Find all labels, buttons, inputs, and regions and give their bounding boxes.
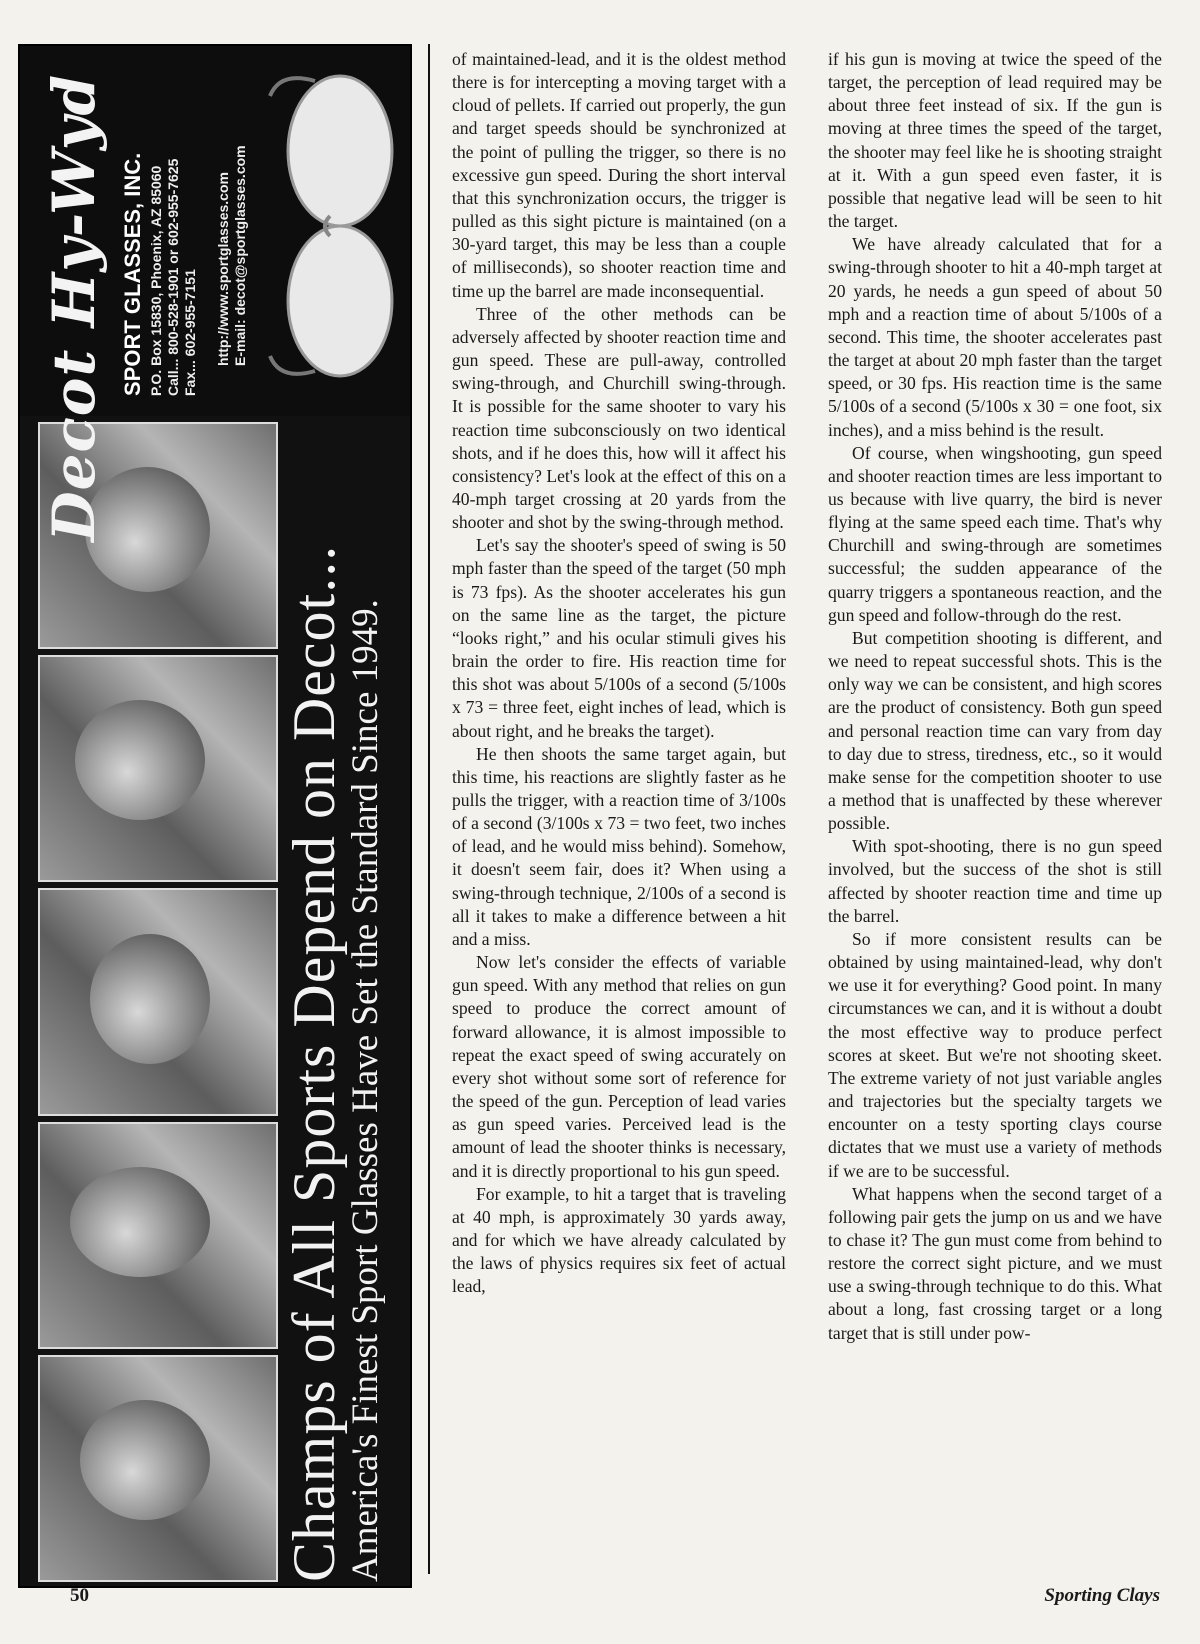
ad-photo-strip xyxy=(38,422,278,1582)
paragraph: He then shoots the same target again, but this time, his reactions are slightly faster as he pulls the trigger, with a reaction time of 3/100s of a second (3/100s x 73 = two feet, two inches of lead, and he would miss behind). Somehow, it doesn't seem fair, does it? When using a swing-through technique, 2/100s of a second is all it takes to make a difference between a hit and a miss. xyxy=(452,743,786,949)
athlete-photo xyxy=(38,655,278,882)
article-column-1 xyxy=(452,48,786,1298)
column-rule xyxy=(428,44,430,1574)
ad-web-info xyxy=(215,145,249,366)
ad-email: E-mail: decot@sportglasses.com xyxy=(232,145,248,366)
ad-brand-block xyxy=(20,46,410,542)
page-number: 50 xyxy=(70,1585,89,1606)
ad-website: http://www.sportglasses.com xyxy=(215,172,231,366)
ad-rotated-content xyxy=(20,46,410,1586)
ad-tagline: America's Finest Sport Glasses Have Set the Standard Since 1949. xyxy=(345,599,386,1582)
paragraph: But competition shooting is different, and we need to repeat successful shots. This is the only way we can be consistent, and high scores are the product of consistency. Both gun speed and personal reaction time can vary from day to day due to stress, tiredness, etc., so it would make sense for the competition shooter to use a method that is unaffected by these wherever possible. xyxy=(828,627,1162,834)
paragraph: Now let's consider the effects of variable gun speed. With any method that relies on gun speed to produce the correct amount of forward allowance, it is almost impossible to repeat the exact speed of swing accurately on every shot without some sort of reference for the speed of the gun. Perception of lead varies as gun speed varies. Perceived lead is the amount of lead the shooter thinks is necessary, and it is directly proportional to his gun speed. xyxy=(452,952,786,1181)
sport-glasses-image xyxy=(260,66,400,386)
paragraph: What happens when the second target of a following pair gets the jump on us and we have to chase it? The gun must come from behind to restore the correct sight picture, and we must use a swing-through technique to do this. What about a long, fast crossing target or a long target that is still under pow- xyxy=(828,1183,1162,1343)
ad-address: P.O. Box 15830, Phoenix, AZ 85060 xyxy=(148,165,164,396)
paragraph: Let's say the shooter's speed of swing is 50 mph faster than the speed of the target (50 mph is 73 fps). As the shooter accelerates his gun on the same line as the target, the picture “looks right,” and his ocular stimuli gives his brain the order to fire. His reaction time for this shot was about 5/100s of a second (5/100s x 73 = three feet, eight inches of lead, which is about right, and he breaks the target). xyxy=(452,535,786,741)
magazine-name: Sporting Clays xyxy=(1044,1585,1160,1606)
paragraph: Of course, when wingshooting, gun speed and shooter reaction times are less important to us because with live quarry, the bird is never flying at the same speed each time. That's why Churchill and swing-through are sometimes successful; the sudden appearance of the quarry triggers a spontaneous reaction, and the gun speed and follow-through do the rest. xyxy=(828,442,1162,625)
paragraph: With spot-shooting, there is no gun speed involved, but the success of the shot is still affected by shooter reaction time and time up the barrel. xyxy=(828,836,1162,926)
paragraph: For example, to hit a target that is traveling at 40 mph, is approximately 30 yards away, and for which we have already calculated by the laws of physics requires six feet of actual lead, xyxy=(452,1183,786,1297)
ad-contact-info xyxy=(148,159,199,396)
paragraph: if his gun is moving at twice the speed of the target, the perception of lead required may be about three feet instead of six. If the gun is moving at three times the speed of the target, the shooter may feel like he is shooting straight at it. With a gun speed even faster, it is possible that negative lead will be seen to hit the target. xyxy=(828,49,1162,232)
ad-headline: Champs of All Sports Depend on Decot... xyxy=(281,544,347,1582)
athlete-photo xyxy=(38,1355,278,1582)
paragraph: We have already calculated that for a swing-through shooter to hit a 40-mph target at 20 yards, he needs a gun speed of about 50 mph and a reaction time of about 5/100s of a second. This time, the shooter accelerates past the target at about 20 mph faster than the target speed, or 30 fps. His reaction time is the same 5/100s of a second (5/100s x 30 = one foot, six inches), and a miss behind is the result. xyxy=(828,234,1162,440)
athlete-photo xyxy=(38,888,278,1115)
ad-phone: Call... 800-528-1901 or 602-955-7625 xyxy=(165,158,181,396)
paragraph: of maintained-lead, and it is the oldest method there is for intercepting a moving target with a cloud of pellets. If carried out properly, the gun and target speeds should be synchronized at the point of pulling the trigger, so there is no excessive gun speed. During the short interval that this synchronization occurs, the trigger is pulled as this sight picture is maintained (on a 30-yard target, this may be less than a couple of milliseconds), so shooter reaction time and time up the barrel are made inconsequential. xyxy=(452,49,786,301)
paragraph: So if more consistent results can be obtained by using maintained-lead, why don't we use it for everything? Good point. In many circumstances we can, and it is without a doubt the most effective way to produce perfect scores at skeet. But we're not shooting skeet. The extreme variety of not just variable angles and trajectories but the specialty targets we encounter on a testy sporting clays course dictates that we must use a variety of methods if we are to be successful. xyxy=(828,928,1162,1181)
decot-logo: Decot Hy-Wyd xyxy=(40,74,108,542)
athlete-photo xyxy=(38,1122,278,1349)
ad-company-name: SPORT GLASSES, INC. xyxy=(120,152,145,396)
decot-advertisement xyxy=(18,44,412,1588)
paragraph: Three of the other methods can be adversely affected by shooter reaction time and gun speed. These are pull-away, controlled swing-through, and Churchill swing-through. It is possible for the same shooter to vary his reaction time subconsciously on two identical shots, and if he does this, how will it affect his consistency? Let's look at the effect of this on a 40-mph target crossing at 20 yards from the shooter and shot by the swing-through method. xyxy=(452,303,786,533)
ad-fax: Fax... 602-955-7151 xyxy=(182,269,198,396)
article-column-2 xyxy=(828,48,1162,1345)
